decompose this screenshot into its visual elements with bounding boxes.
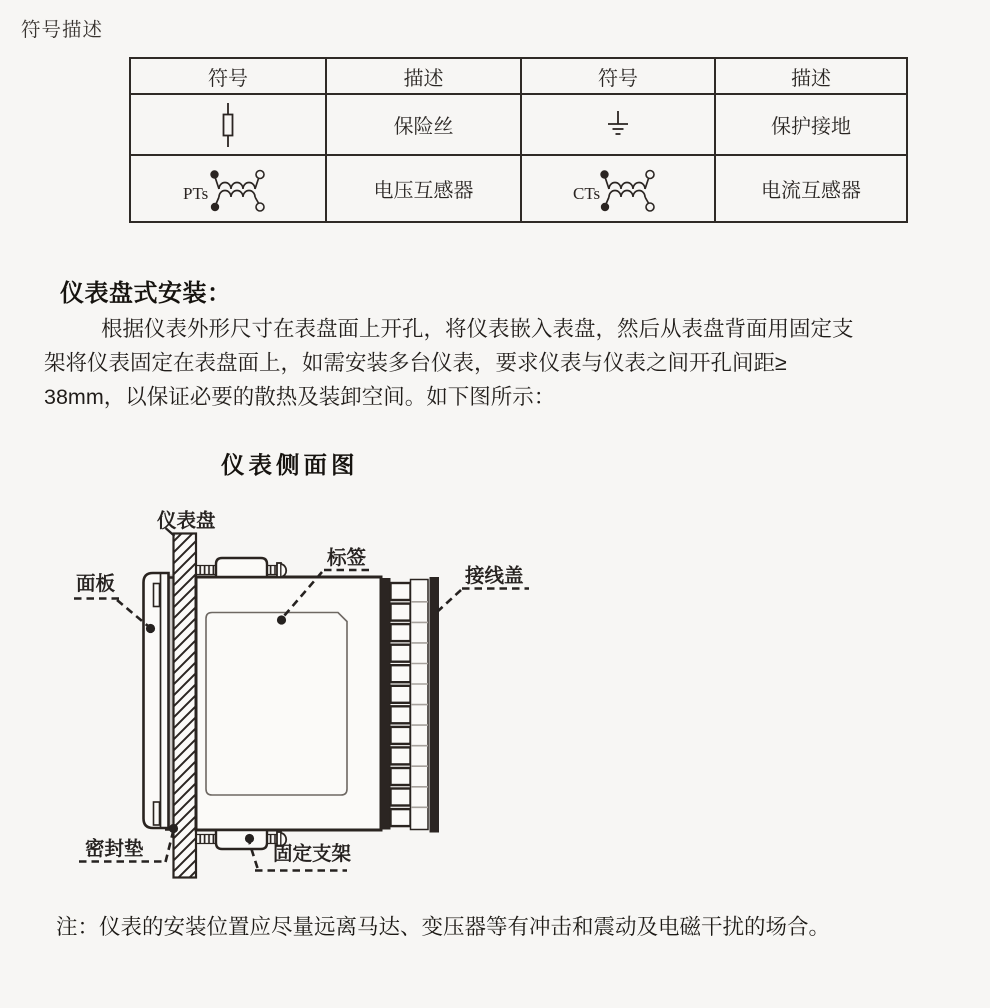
meter-body: [196, 577, 381, 830]
fuse-desc: 保险丝: [326, 94, 521, 155]
header-symbol-1: 符号: [130, 58, 326, 94]
symbol-table: [129, 57, 908, 223]
terminal-rail: [381, 578, 391, 830]
header-desc-1: 描述: [326, 58, 521, 94]
label-terminal-cover: 接线盖: [465, 565, 524, 587]
pt-label: PTs: [182, 183, 208, 203]
fuse-icon: [217, 102, 239, 148]
footnote: 注：仪表的安装位置应尽量远离马达、变压器等有冲击和震动及电磁干扰的场合。: [56, 915, 831, 939]
current-transformer-icon: [571, 163, 666, 215]
panel-clip-bottom: [154, 802, 160, 825]
earth-desc: 保护接地: [715, 94, 907, 155]
front-panel: [144, 573, 169, 828]
label-sticker: 标签: [327, 547, 367, 569]
table-row: [130, 94, 907, 155]
header-desc-2: 描述: [715, 58, 907, 94]
top-bracket: [216, 558, 267, 577]
bottom-bracket: [216, 830, 267, 849]
ct-symbol-cell: [521, 155, 715, 222]
diagram-title: 仪表侧面图: [221, 453, 359, 479]
paragraph-line: 根据仪表外形尺寸在表盘面上开孔，将仪表嵌入表盘，然后从表盘背面用固定支: [101, 317, 854, 341]
table-header-row: [130, 58, 907, 94]
label-bracket: 固定支架: [273, 843, 352, 865]
ct-desc: 电流互感器: [715, 155, 907, 222]
panel-clip-top: [154, 584, 160, 607]
paragraph-line: 架将仪表固定在表盘面上，如需安装多台仪表，要求仪表与仪表之间开孔间距≥: [44, 350, 787, 375]
label-panel-wall: 仪表盘: [157, 510, 216, 532]
pt-symbol-cell: [130, 155, 326, 222]
label-front-panel: 面板: [76, 573, 116, 595]
paragraph-line: 38mm，以保证必要的散热及装卸空间。如下图所示：: [44, 384, 556, 409]
page-title: 符号描述: [21, 19, 104, 41]
ct-label: CTs: [572, 183, 600, 203]
terminal-blocks: [391, 583, 411, 826]
protective-earth-icon: [601, 110, 635, 140]
voltage-transformer-icon: [181, 163, 276, 215]
pt-desc: 电压互感器: [326, 155, 521, 222]
header-symbol-2: 符号: [521, 58, 715, 94]
side-view-diagram: [30, 488, 550, 898]
install-paragraph: [44, 313, 959, 414]
table-row: [130, 155, 907, 222]
earth-symbol-cell: [521, 94, 715, 155]
terminal-cover-bar: [430, 577, 440, 833]
fuse-symbol-cell: [130, 94, 326, 155]
section-heading: 仪表盘式安装：: [60, 280, 232, 307]
top-screw-head: [277, 563, 281, 577]
label-gasket: 密封垫: [85, 838, 144, 860]
